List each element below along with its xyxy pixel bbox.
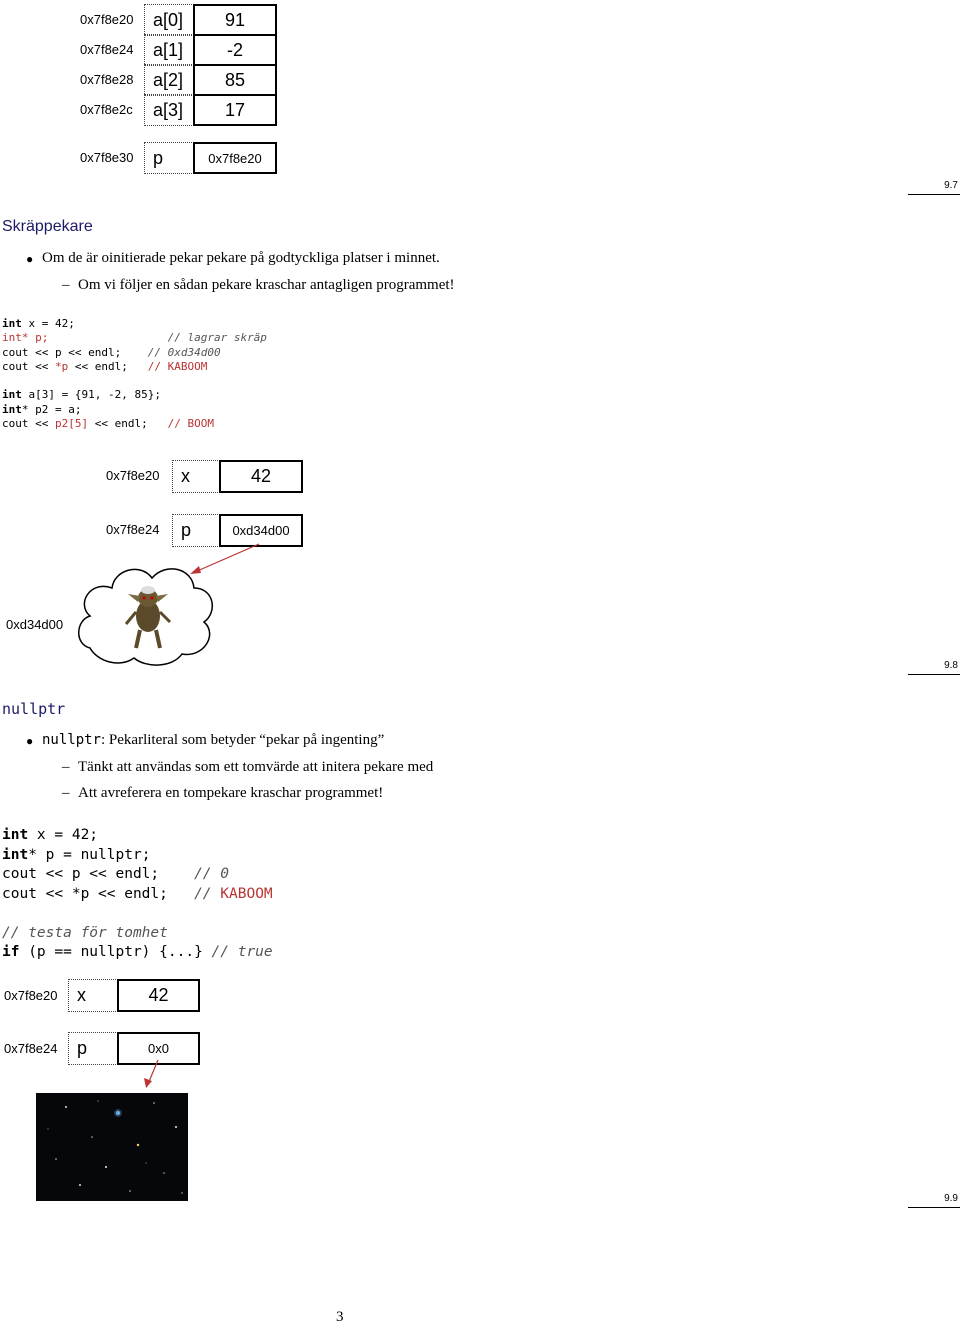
- slide-number: 9.7: [944, 180, 958, 191]
- address-label: 0x7f8e24: [4, 1041, 58, 1056]
- pointer-value: 0x7f8e20: [193, 142, 277, 174]
- keyword: int: [2, 402, 22, 416]
- pointer-name: p: [144, 142, 194, 174]
- address-label: 0xd34d00: [6, 617, 64, 632]
- pointer-value: 0x0: [117, 1032, 200, 1065]
- sub-bullet-text: Att avreferera en tompekare kraschar programmet!: [78, 785, 384, 801]
- bullet-text: [42, 732, 384, 749]
- address-label: 0x7f8e24: [80, 42, 134, 57]
- code-text: a[3] = {91, -2, 85};: [21, 388, 161, 402]
- code-text: (p == nullptr) {...}: [19, 944, 212, 960]
- bullet-icon: ●: [26, 252, 34, 266]
- dash-icon: –: [62, 277, 70, 293]
- bullet-text-rest: : Pekarliteral som betyder “pekar på ingenting”: [101, 732, 385, 748]
- slide-number: 9.8: [944, 660, 958, 671]
- address-label: 0x7f8e30: [80, 150, 134, 165]
- array-element-value: 91: [193, 4, 277, 36]
- divider: [908, 1207, 960, 1208]
- pointer-name: p: [172, 514, 220, 547]
- slide-number: 9.9: [944, 1193, 958, 1204]
- array-element-name: a[3]: [144, 94, 194, 126]
- address-label: 0x7f8e20: [80, 12, 134, 27]
- code-text: cout <<: [2, 417, 55, 431]
- code-comment: // 0: [194, 866, 229, 882]
- code-text: *p: [54, 359, 69, 373]
- pointer-name: p: [68, 1032, 118, 1065]
- inline-code: nullptr: [42, 732, 102, 748]
- dash-icon: –: [62, 785, 70, 801]
- array-element-value: -2: [193, 34, 277, 66]
- starfield-image: [36, 1093, 188, 1201]
- bullet-icon: ●: [26, 734, 34, 748]
- code-comment: // KABOOM: [147, 359, 208, 373]
- address-label: 0x7f8e2c: [80, 102, 133, 117]
- variable-value: 42: [219, 460, 303, 493]
- address-label: 0x7f8e24: [106, 522, 160, 537]
- code-block: [2, 317, 267, 431]
- code-comment: // true: [211, 944, 273, 960]
- array-element-value: 85: [193, 64, 277, 96]
- variable-name: x: [172, 460, 220, 493]
- sub-bullet-text: Tänkt att användas som ett tomvärde att initera pekare med: [78, 759, 434, 775]
- code-text: cout <<: [2, 359, 55, 373]
- code-comment: // BOOM: [167, 417, 214, 431]
- code-text: x = 42;: [21, 317, 75, 330]
- divider: [908, 674, 960, 675]
- divider: [908, 194, 960, 195]
- slide-title: nullptr: [2, 700, 66, 718]
- code-text: cout << p << endl;: [2, 866, 160, 882]
- code-text: << endl;: [88, 417, 148, 431]
- code-comment: // testa för tomhet: [2, 924, 168, 941]
- keyword: int: [2, 331, 22, 345]
- code-text: p2[5]: [54, 417, 89, 431]
- variable-name: x: [68, 979, 118, 1012]
- code-block: [2, 826, 273, 963]
- address-label: 0x7f8e20: [4, 988, 58, 1003]
- variable-value: 42: [117, 979, 200, 1012]
- code-comment: //: [194, 885, 221, 902]
- keyword: if: [2, 944, 20, 960]
- code-text: * p = nullptr;: [28, 846, 151, 863]
- address-label: 0x7f8e28: [80, 72, 134, 87]
- code-comment: // 0xd34d00: [147, 345, 221, 359]
- slide-title: Skräppekare: [2, 218, 93, 235]
- array-element-name: a[2]: [144, 64, 194, 96]
- keyword: int: [2, 388, 22, 402]
- pointer-value: 0xd34d00: [219, 514, 303, 547]
- array-element-name: a[0]: [144, 4, 194, 36]
- sub-bullet-text: Om vi följer en sådan pekare kraschar antagligen programmet!: [78, 277, 455, 293]
- code-text: x = 42;: [28, 827, 99, 843]
- code-text: cout << p << endl;: [2, 345, 122, 359]
- code-text: * p2 = a;: [21, 402, 82, 416]
- array-element-value: 17: [193, 94, 277, 126]
- bullet-text: Om de är oinitierade pekar pekare på godtyckliga platser i minnet.: [42, 250, 440, 266]
- page-number: 3: [336, 1309, 344, 1325]
- dash-icon: –: [62, 759, 70, 775]
- array-element-name: a[1]: [144, 34, 194, 66]
- keyword: int: [2, 846, 29, 863]
- pointer-arrow: [138, 1058, 168, 1092]
- cloud-icon: [70, 558, 220, 668]
- code-comment: KABOOM: [220, 885, 273, 902]
- code-text: << endl;: [68, 359, 128, 373]
- keyword: int: [2, 317, 22, 330]
- address-label: 0x7f8e20: [106, 468, 160, 483]
- code-text: * p;: [21, 331, 49, 345]
- code-text: cout << *p << endl;: [2, 885, 168, 902]
- code-comment: // lagrar skräp: [167, 331, 267, 345]
- keyword: int: [2, 827, 29, 843]
